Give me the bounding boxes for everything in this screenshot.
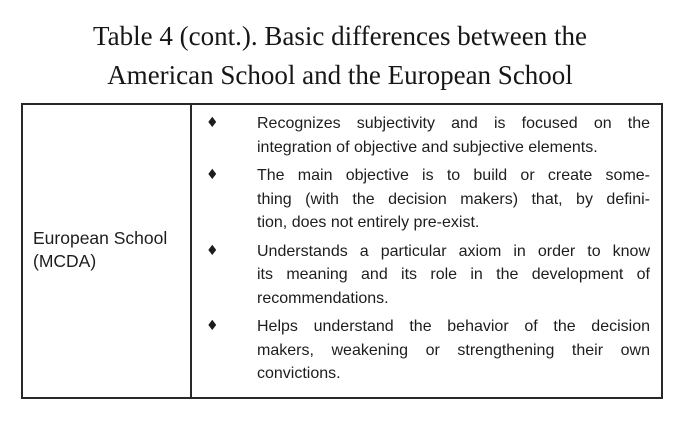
diamond-bullet-icon: ♦	[206, 167, 219, 183]
diamond-bullet-icon: ♦	[206, 242, 219, 259]
bullet-item	[192, 112, 650, 159]
bullet-item	[192, 164, 650, 235]
row-header-cell	[23, 105, 192, 397]
bullet-text	[257, 315, 650, 386]
diamond-bullet-icon: ♦	[206, 318, 219, 334]
bullet-text-line: Understands a particular axiom in order to know	[257, 242, 650, 260]
comparison-table	[21, 103, 663, 399]
bullet-text-line: recommendations.	[257, 289, 389, 307]
bullet-text-line: integration of objective and subjective elements.	[257, 138, 598, 156]
table-caption-line-2: American School and the European School	[107, 60, 573, 90]
bullet-list	[192, 112, 650, 386]
table-caption-line-1: Table 4 (cont.). Basic differences between the	[93, 21, 587, 51]
bullet-text-line: makers, weakening or strengthening their own	[257, 341, 650, 359]
row-header-line-2: (MCDA)	[33, 251, 97, 271]
bullet-text	[257, 164, 650, 235]
diamond-bullet-icon: ♦	[206, 115, 219, 131]
bullet-text-line: The main objective is to build or create some-	[257, 167, 650, 184]
bullet-text-line: convictions.	[257, 365, 341, 382]
bullet-text	[257, 240, 650, 311]
row-header-line-1: European School	[33, 228, 168, 248]
bullet-text-line: thing (with the decision makers) that, by defini-	[257, 190, 650, 208]
bullet-item	[192, 240, 650, 311]
bullet-text-line: tion, does not entirely pre-exist.	[257, 214, 480, 231]
bullet-text-line: its meaning and its role in the development of	[257, 266, 650, 283]
bullet-text-line: Helps understand the behavior of the decision	[257, 318, 650, 335]
row-content-cell	[192, 105, 661, 397]
bullet-item	[192, 315, 650, 386]
table-caption	[0, 17, 680, 95]
bullet-text-line: Recognizes subjectivity and is focused on the	[257, 115, 650, 132]
bullet-text	[257, 112, 650, 159]
